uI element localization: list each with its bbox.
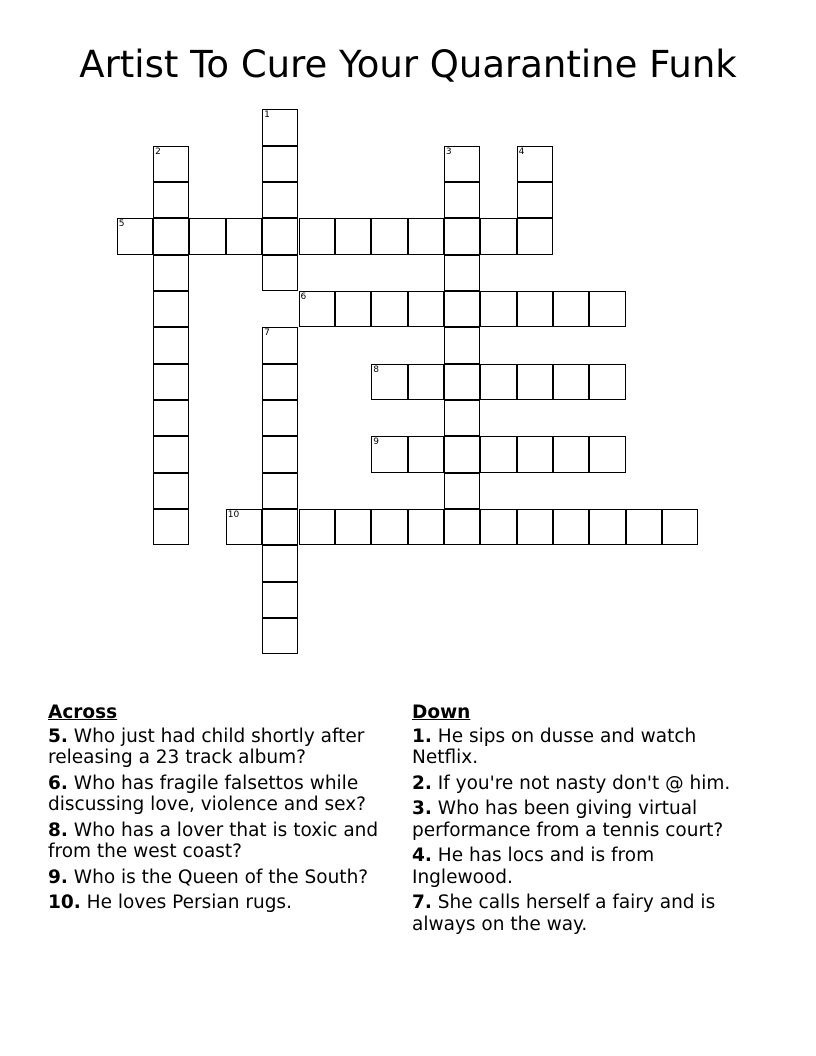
crossword-cell[interactable] bbox=[589, 291, 625, 327]
crossword-cell[interactable] bbox=[444, 255, 480, 291]
clue-number: 4. bbox=[412, 845, 432, 866]
crossword-cell[interactable] bbox=[262, 364, 298, 400]
crossword-cell[interactable] bbox=[517, 182, 553, 218]
crossword-cell[interactable] bbox=[480, 509, 516, 545]
crossword-cell[interactable] bbox=[262, 436, 298, 472]
crossword-cell[interactable] bbox=[153, 218, 189, 254]
crossword-cell[interactable] bbox=[153, 146, 189, 182]
crossword-cell[interactable] bbox=[517, 291, 553, 327]
crossword-cell[interactable] bbox=[153, 291, 189, 327]
clue-down-4 bbox=[412, 845, 757, 888]
crossword-cell[interactable] bbox=[153, 364, 189, 400]
clue-number: 5. bbox=[48, 725, 68, 747]
crossword-cell[interactable] bbox=[371, 218, 407, 254]
crossword-cell[interactable] bbox=[444, 436, 480, 472]
clue-text: If you're not nasty don't @ him. bbox=[437, 772, 731, 794]
crossword-cell[interactable] bbox=[262, 109, 298, 145]
crossword-cell[interactable] bbox=[153, 327, 189, 363]
clue-number: 9. bbox=[48, 866, 68, 888]
across-clues bbox=[48, 702, 393, 918]
crossword-cell[interactable] bbox=[480, 218, 516, 254]
cell-number: 7 bbox=[264, 328, 270, 339]
down-heading: Down bbox=[412, 702, 471, 723]
crossword-cell[interactable] bbox=[153, 400, 189, 436]
crossword-cell[interactable] bbox=[444, 182, 480, 218]
puzzle-title: Artist To Cure Your Quarantine Funk bbox=[79, 43, 737, 86]
crossword-cell[interactable] bbox=[335, 291, 371, 327]
crossword-cell[interactable] bbox=[262, 473, 298, 509]
cell-number: 10 bbox=[227, 510, 240, 521]
clue-down-7 bbox=[412, 892, 757, 935]
crossword-cell[interactable] bbox=[153, 509, 189, 545]
clue-text: Who is the Queen of the South? bbox=[73, 866, 369, 888]
crossword-cell[interactable] bbox=[299, 291, 335, 327]
crossword-cell[interactable] bbox=[444, 291, 480, 327]
crossword-cell[interactable] bbox=[153, 182, 189, 218]
down-clues bbox=[412, 702, 757, 939]
crossword-cell[interactable] bbox=[408, 436, 444, 472]
crossword-cell[interactable] bbox=[517, 436, 553, 472]
clue-number: 6. bbox=[48, 772, 68, 794]
cell-number: 1 bbox=[264, 110, 270, 121]
cell-number: 5 bbox=[118, 219, 125, 230]
crossword-cell[interactable] bbox=[153, 255, 189, 291]
crossword-cell[interactable] bbox=[371, 509, 407, 545]
crossword-cell[interactable] bbox=[335, 218, 371, 254]
crossword-cell[interactable] bbox=[480, 291, 516, 327]
crossword-cell[interactable] bbox=[262, 146, 298, 182]
crossword-cell[interactable] bbox=[408, 509, 444, 545]
crossword-cell[interactable] bbox=[444, 400, 480, 436]
crossword-cell[interactable] bbox=[480, 364, 516, 400]
crossword-cell[interactable] bbox=[299, 218, 335, 254]
crossword-cell[interactable] bbox=[517, 364, 553, 400]
crossword-cell[interactable] bbox=[371, 436, 407, 472]
clue-text: Who has fragile falsettos while discussing love, violence and sex? bbox=[48, 772, 366, 815]
clue-across-10 bbox=[48, 892, 393, 914]
clue-across-8 bbox=[48, 820, 393, 863]
across-heading: Across bbox=[48, 702, 118, 723]
clue-number: 8. bbox=[48, 819, 68, 841]
cell-number: 4 bbox=[518, 146, 525, 157]
crossword-cell[interactable] bbox=[371, 291, 407, 327]
crossword-cell[interactable] bbox=[226, 218, 262, 254]
crossword-cell[interactable] bbox=[408, 218, 444, 254]
crossword-cell[interactable] bbox=[589, 436, 625, 472]
crossword-cell[interactable] bbox=[262, 545, 298, 581]
crossword-cell[interactable] bbox=[335, 509, 371, 545]
cell-number: 9 bbox=[373, 437, 379, 448]
crossword-cell[interactable] bbox=[408, 291, 444, 327]
crossword-cell[interactable] bbox=[189, 218, 225, 254]
crossword-cell[interactable] bbox=[262, 400, 298, 436]
cell-number: 3 bbox=[445, 146, 452, 157]
crossword-cell[interactable] bbox=[262, 509, 298, 545]
crossword-cell[interactable] bbox=[662, 509, 698, 545]
crossword-cell[interactable] bbox=[444, 327, 480, 363]
crossword-cell[interactable] bbox=[262, 182, 298, 218]
clue-down-2 bbox=[412, 773, 757, 795]
crossword-cell[interactable] bbox=[444, 473, 480, 509]
cell-number: 6 bbox=[300, 292, 307, 302]
cell-number: 8 bbox=[373, 364, 379, 375]
clue-text: Who has been giving virtual performance from a tennis court? bbox=[412, 798, 724, 841]
clue-down-3 bbox=[412, 798, 757, 841]
crossword-cell[interactable] bbox=[226, 509, 262, 545]
clue-text: He sips on dusse and watch Netflix. bbox=[412, 725, 697, 768]
clue-number: 2. bbox=[412, 772, 432, 794]
clue-across-6 bbox=[48, 773, 393, 816]
crossword-cell[interactable] bbox=[444, 146, 480, 182]
crossword-cell[interactable] bbox=[444, 509, 480, 545]
clue-text: She calls herself a fairy and is always on the way. bbox=[412, 892, 716, 935]
crossword-cell[interactable] bbox=[589, 364, 625, 400]
crossword-cell[interactable] bbox=[553, 509, 589, 545]
crossword-cell[interactable] bbox=[517, 218, 553, 254]
clue-text: Who has a lover that is toxic and from the west coast? bbox=[48, 819, 379, 862]
clue-text: He loves Persian rugs. bbox=[86, 892, 292, 913]
clue-text: He has locs and is from Inglewood. bbox=[412, 845, 655, 888]
clue-across-9 bbox=[48, 867, 393, 889]
crossword-cell[interactable] bbox=[553, 291, 589, 327]
clue-down-1 bbox=[412, 726, 757, 769]
crossword-cell[interactable] bbox=[444, 218, 480, 254]
crossword-cell[interactable] bbox=[262, 255, 298, 291]
crossword-cell[interactable] bbox=[262, 218, 298, 254]
crossword-cell[interactable] bbox=[589, 509, 625, 545]
crossword-cell[interactable] bbox=[262, 618, 298, 654]
clue-number: 3. bbox=[412, 798, 432, 819]
crossword-cell[interactable] bbox=[553, 436, 589, 472]
crossword-cell[interactable] bbox=[371, 364, 407, 400]
crossword-cell[interactable] bbox=[626, 509, 662, 545]
clue-text: Who just had child shortly after releasing a 23 track album? bbox=[48, 725, 365, 768]
crossword-cell[interactable] bbox=[262, 582, 298, 618]
crossword-cell[interactable] bbox=[299, 509, 335, 545]
crossword-cell[interactable] bbox=[480, 436, 516, 472]
clue-number: 7. bbox=[412, 892, 432, 913]
crossword-cell[interactable] bbox=[153, 436, 189, 472]
crossword-cell[interactable] bbox=[444, 364, 480, 400]
crossword-cell[interactable] bbox=[262, 327, 298, 363]
clue-number: 1. bbox=[412, 725, 432, 747]
clue-number: 10. bbox=[48, 892, 81, 913]
crossword-cell[interactable] bbox=[517, 146, 553, 182]
cell-number: 2 bbox=[155, 146, 161, 157]
crossword-cell[interactable] bbox=[117, 218, 153, 254]
clue-across-5 bbox=[48, 726, 393, 769]
crossword-cell[interactable] bbox=[153, 473, 189, 509]
crossword-cell[interactable] bbox=[553, 364, 589, 400]
crossword-cell[interactable] bbox=[408, 364, 444, 400]
crossword-cell[interactable] bbox=[517, 509, 553, 545]
